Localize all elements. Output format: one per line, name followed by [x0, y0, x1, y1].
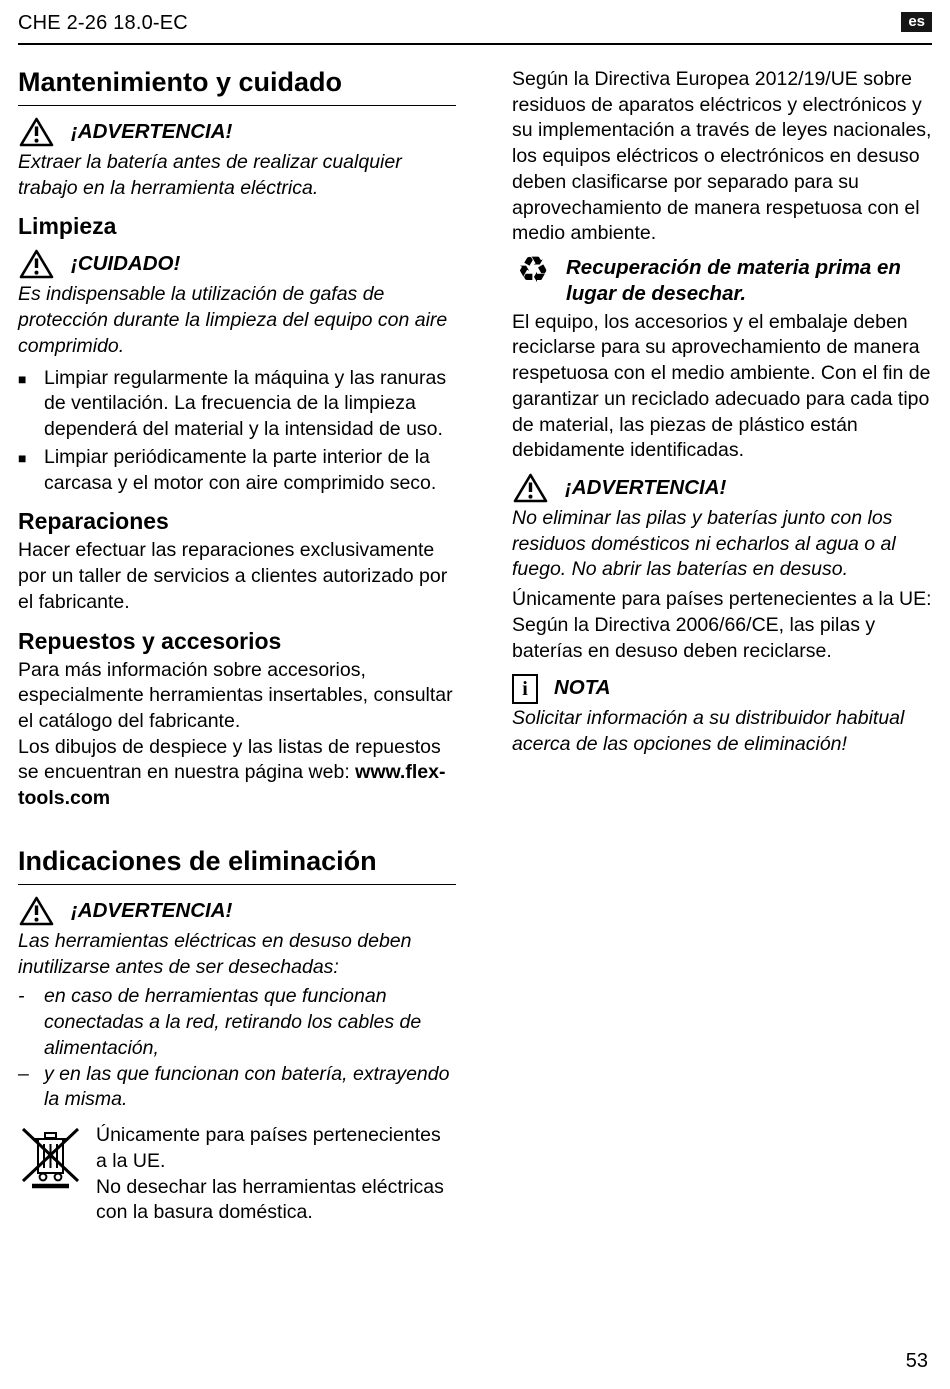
recycle-heading-block: [512, 250, 944, 307]
list-item: [18, 445, 456, 496]
warning-label: ¡ADVERTENCIA!: [71, 120, 233, 143]
subsection-title-repairs: Reparaciones: [18, 508, 169, 535]
square-bullet-icon: ■: [18, 449, 27, 466]
subsection-title-spares: Repuestos y accesorios: [18, 627, 282, 654]
two-column-layout: [18, 67, 932, 1228]
warning-block: [512, 472, 944, 504]
list-item: [18, 984, 456, 1061]
left-column: [18, 67, 456, 1228]
list-item-text: en caso de herramientas que funcionan conectadas a la red, retirando los cables de alimentación,: [44, 985, 422, 1059]
note-text: Solicitar información a su distribuidor habitual acerca de las opciones de eliminación!: [512, 707, 905, 756]
weee-bin-text: [96, 1123, 456, 1226]
cleaning-bullet-list: [18, 366, 456, 497]
warning-label: ¡ADVERTENCIA!: [71, 898, 233, 922]
weee-directive-paragraph: Según la Directiva Europea 2012/19/UE sobre residuos de aparatos eléctricos y electrónicos y su implementación a través de leyes nacionales, los equipos eléctricos o electrónicos en desuso deben clasificarse por separado para su aprovechamiento de manera respetuosa con el medio ambiente.: [512, 68, 932, 245]
disposal-dash-list: [18, 984, 456, 1113]
note-label: NOTA: [554, 676, 611, 700]
recycle-heading: Recuperación de materia prima en lugar de desechar.: [566, 256, 901, 306]
warning-triangle-icon: [18, 116, 55, 148]
battery-warning-text: No eliminar las pilas y baterías junto con los residuos domésticos ni echarlos al agua o al fuego. No abrir las baterías en desuso.: [512, 507, 896, 581]
right-column: [512, 67, 944, 1228]
subsection-title-cleaning: Limpieza: [18, 213, 117, 240]
info-icon: i: [512, 674, 538, 704]
list-item-text: y en las que funcionan con batería, extrayendo la misma.: [44, 1062, 450, 1111]
dash-marker: -: [18, 985, 25, 1008]
repairs-text: Hacer efectuar las reparaciones exclusivamente por un taller de servicios a clientes autorizado por el fabricante.: [18, 539, 448, 613]
spares-text-1: Para más información sobre accesorios, especialmente herramientas insertables, consultar el catálogo del fabricante.: [18, 658, 453, 733]
section-title-disposal: Indicaciones de eliminación: [18, 846, 456, 885]
list-item-text: Limpiar periódicamente la parte interior de la carcasa y el motor con aire comprimido seco.: [44, 445, 437, 494]
warning-text: Las herramientas eléctricas en desuso deben inutilizarse antes de ser desechadas:: [18, 929, 412, 978]
caution-text: Es indispensable la utilización de gafas de protección durante la limpieza del equipo con aire comprimido.: [18, 283, 448, 357]
weee-bin-text-line1: Únicamente para países pertenecientes a la UE.: [96, 1124, 441, 1172]
battery-directive-line: Según la Directiva 2006/66/CE, las pilas y baterías en desuso deben reciclarse.: [512, 613, 876, 662]
doc-model-title: CHE 2-26 18.0-EC: [18, 12, 188, 34]
caution-block: [18, 248, 456, 280]
warning-text: Extraer la batería antes de realizar cualquier trabajo en la herramienta eléctrica.: [18, 151, 402, 199]
square-bullet-icon: ■: [18, 370, 27, 387]
section-title-maintenance: Mantenimiento y cuidado: [18, 67, 456, 106]
page-number: 53: [905, 1350, 928, 1372]
recycle-paragraph: El equipo, los accesorios y el embalaje deben reciclarse para su aprovechamiento de manera respetuosa con el medio ambiente. Con el fin de garantizar un reciclado adecuado para cada tipo de material, las piezas de plástico están debidamente identificadas.: [512, 310, 931, 462]
spares-text-2-prefix: Los dibujos de despiece y las listas de repuestos se encuentran en nuestra página web:: [18, 735, 441, 784]
caution-label: ¡CUIDADO!: [71, 252, 181, 276]
website-link[interactable]: www.flex-tools.com: [18, 761, 446, 810]
warning-block: [18, 116, 456, 148]
list-item-text: Limpiar regularmente la máquina y las ranuras de ventilación. La frecuencia de la limpieza dependerá del material y la intensidad de uso.: [44, 366, 447, 441]
weee-bin-text-line2: No desechar las herramientas eléctricas con la basura doméstica.: [96, 1175, 444, 1224]
dash-marker: –: [18, 1062, 29, 1085]
caution-triangle-icon: [18, 248, 55, 280]
note-block: [512, 672, 944, 704]
warning-triangle-icon: [512, 472, 549, 504]
warning-label: ¡ADVERTENCIA!: [565, 476, 727, 500]
list-item: [18, 366, 456, 443]
recycle-icon: ♻: [516, 250, 550, 292]
weee-bin-note: [18, 1123, 456, 1226]
warning-triangle-icon: [18, 895, 55, 927]
language-badge: es: [901, 12, 932, 32]
warning-block: [18, 895, 456, 927]
eu-only-line: Únicamente para países pertenecientes a la UE:: [512, 588, 932, 611]
crossed-out-bin-icon: [18, 1123, 84, 1195]
list-item: [18, 1062, 456, 1113]
spares-text-2: [18, 735, 456, 812]
doc-header: [18, 12, 932, 45]
